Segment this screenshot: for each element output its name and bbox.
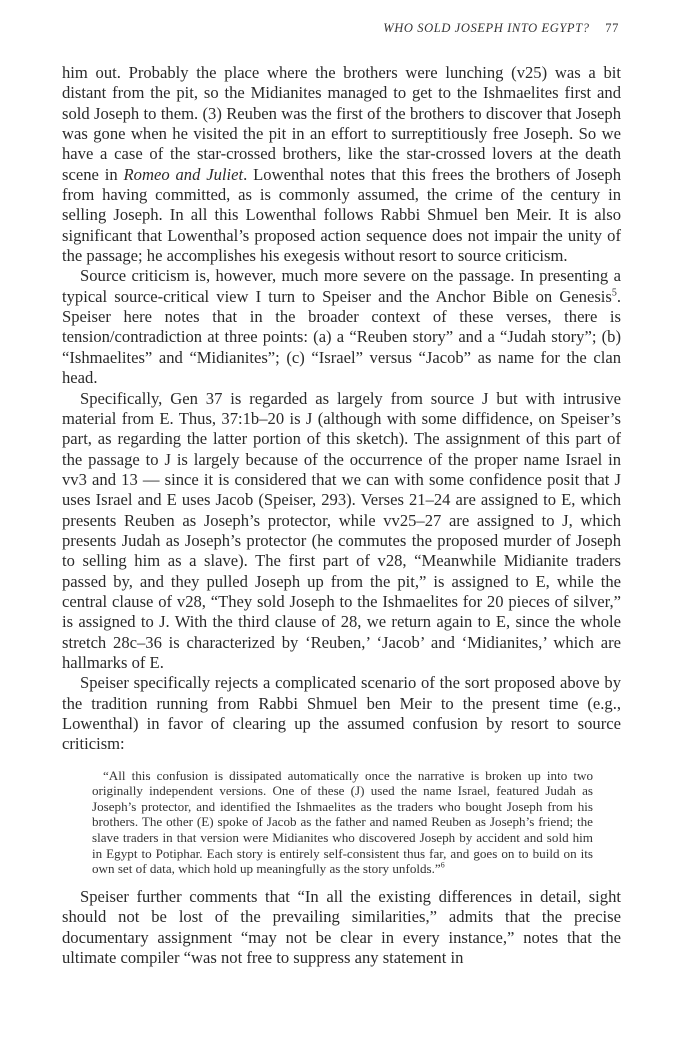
paragraph-text: . Lowenthal notes that this frees the brothers of Joseph from having committed, as is commonly assumed, the crime of the century in selling Joseph. In all this Lowenthal follows Rabbi Shmuel ben Meir. It is also significant that Lowenthal’s proposed action sequence does not impair the unity of the passage; he accomplishes his exegesis without resort to source criticism.	[62, 164, 621, 266]
paragraph	[62, 266, 621, 388]
paragraph: Speiser specifically rejects a complicated scenario of the sort proposed above by the tradition running from Rabbi Shmuel ben Meir to the present time (e.g., Lowenthal) in favor of clearing up the assumed confusion by resort to source criticism:	[62, 673, 621, 754]
paragraph: Speiser further comments that “In all the existing differences in detail, sight should not be lost of the prevailing similarities,” admits that the precise documentary assignment “may not be clear in every instance,” notes that the ultimate compiler “was not free to suppress any statement in	[62, 886, 621, 967]
paragraph: Specifically, Gen 37 is regarded as largely from source J but with intrusive material from E. Thus, 37:1b–20 is J (although with some diffidence, on Speiser’s part, as regarding the latter portion of this sketch). The assignment of this part of the passage to J is largely because of the occurrence of the proper name Israel in vv3 and 13 — since it is considered that we can with some confidence posit that J uses Israel and E uses Jacob (Speiser, 293). Verses 21–24 are assigned to E, which presents Reuben as Joseph’s protector, while vv25–27 are assigned to J, which presents Judah as Joseph’s protector (he commutes the proposed murder of Joseph to selling him as a slave). The first part of v28, “Meanwhile Midianite traders passed by, and they pulled Joseph up from the pit,” is assigned to E, while the central clause of v28, “They sold Joseph to the Ishmaelites for 20 pieces of silver,” is assigned to J. With the third clause of 28, we return again to E, since the whole stretch 28c–36 is characterized by ‘Reuben,’ ‘Jacob’ and ‘Midianites,’ which are hallmarks of E.	[62, 388, 621, 672]
quote-text: “All this confusion is dissipated automatically once the narrative is broken up into two originally independent versions. One of these (J) used the name Israel, featured Judah as Joseph’s protector, and identified the Ishmaelites as the traders who bought Joseph from his brothers. The other (E) spoke of Jacob as the father and named Reuben as Joseph’s friend; the slave traders in that version were Midianites who discovered Joseph by accident and sold him in Egypt to Potiphar. Each story is entirely self-consistent thus far, and goes on to build on its own set of data, which hold up meaningfully as the story unfolds.”	[92, 767, 593, 877]
page-number: 77	[605, 21, 619, 35]
footnote-ref[interactable]: 6	[440, 860, 445, 870]
paragraph-text: him out. Probably the place where the brothers were lunching (v25) was a bit distant from the pit, so the Midianites managed to get to the Ishmaelites first and sold Joseph to them. (3) Reuben was the first of the brothers to discover that Joseph was gone when he visited the pit in an effort to surreptitiously free Joseph. So we have a case of the star-crossed brothers, like the star-crossed lovers at the death scene in	[62, 63, 621, 184]
paragraph-text: Source criticism is, however, much more severe on the passage. In presenting a typical source-critical view I turn to Speiser and the Anchor Bible on Genesis	[62, 266, 621, 306]
block-quote	[92, 768, 593, 877]
footnote-ref[interactable]: 5	[611, 287, 617, 299]
running-header	[383, 21, 619, 36]
running-title: WHO SOLD JOSEPH INTO EGYPT?	[383, 21, 590, 35]
italic-title: Romeo and Juliet	[123, 164, 244, 184]
page-body	[62, 63, 621, 968]
paragraph-continued	[62, 63, 621, 266]
paragraph-text: . Speiser here notes that in the broader context of these verses, there is tension/contradiction at three points: (a) a “Reuben story” and a “Judah story”; (b) “Ishmaelites” and “Midianites”; (c) “Israel” versus “Jacob” as name for the clan head.	[62, 286, 621, 388]
